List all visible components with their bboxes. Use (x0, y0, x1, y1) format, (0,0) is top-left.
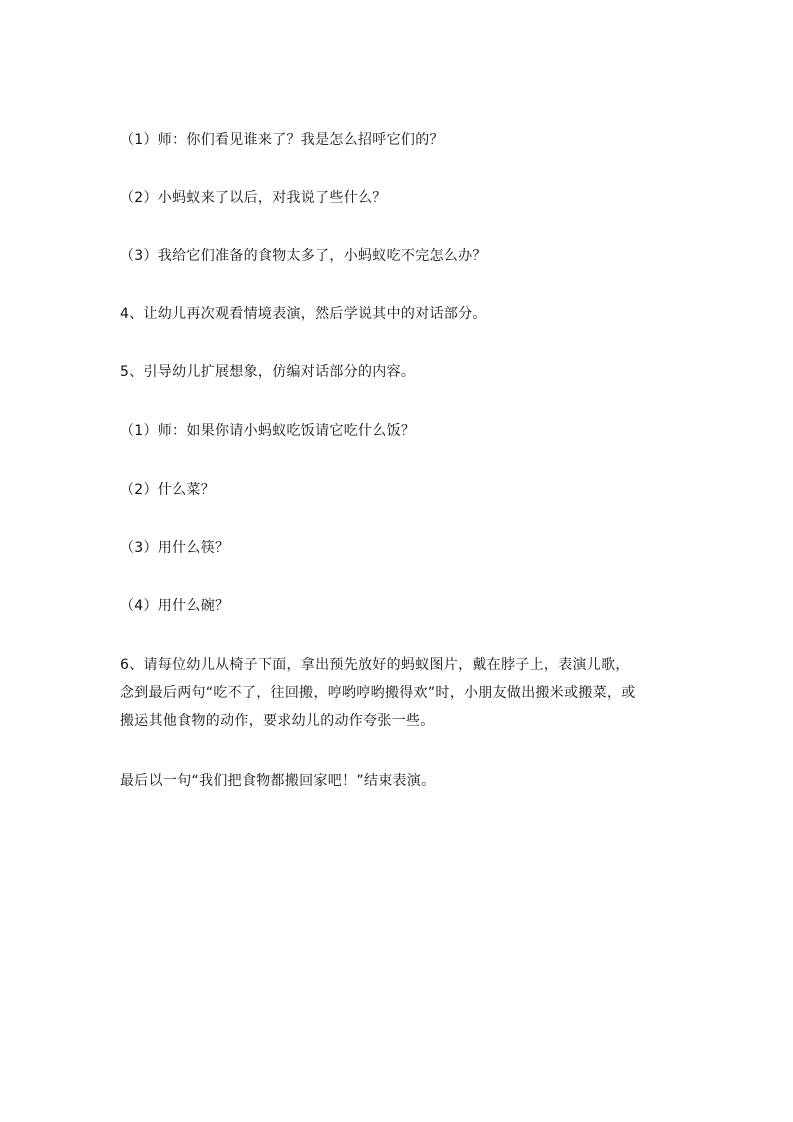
question-1: （1）师：你们看见谁来了？我是怎么招呼它们的？ (120, 132, 444, 148)
step-5: 5、引导幼儿扩展想象，仿编对话部分的内容。 (120, 364, 416, 380)
step-6-paragraph (120, 651, 680, 735)
step-6-line-3: 搬运其他食物的动作，要求幼儿的动作夸张一些。 (120, 713, 435, 729)
step-6-line-1: 6、请每位幼儿从椅子下面，拿出预先放好的蚂蚁图片，戴在脖子上，表演儿歌， (120, 657, 630, 673)
step-4: 4、让幼儿再次观看情境表演，然后学说其中的对话部分。 (120, 306, 487, 322)
question-2: （2）小蚂蚁来了以后，对我说了些什么？ (120, 190, 387, 206)
step-6-line-2: 念到最后两句“吃不了，往回搬，哼哟哼哟搬得欢”时，小朋友做出搬米或搬菜，或 (120, 685, 636, 701)
prompt-1: （1）师：如果你请小蚂蚁吃饭请它吃什么饭？ (120, 423, 416, 439)
prompt-3: （3）用什么筷？ (120, 540, 230, 556)
closing-line: 最后以一句“我们把食物都搬回家吧！”结束表演。 (120, 773, 436, 789)
prompt-4: （4）用什么碗？ (120, 598, 230, 614)
prompt-2: （2）什么菜？ (120, 482, 216, 498)
question-3: （3）我给它们准备的食物太多了，小蚂蚁吃不完怎么办？ (120, 248, 487, 264)
